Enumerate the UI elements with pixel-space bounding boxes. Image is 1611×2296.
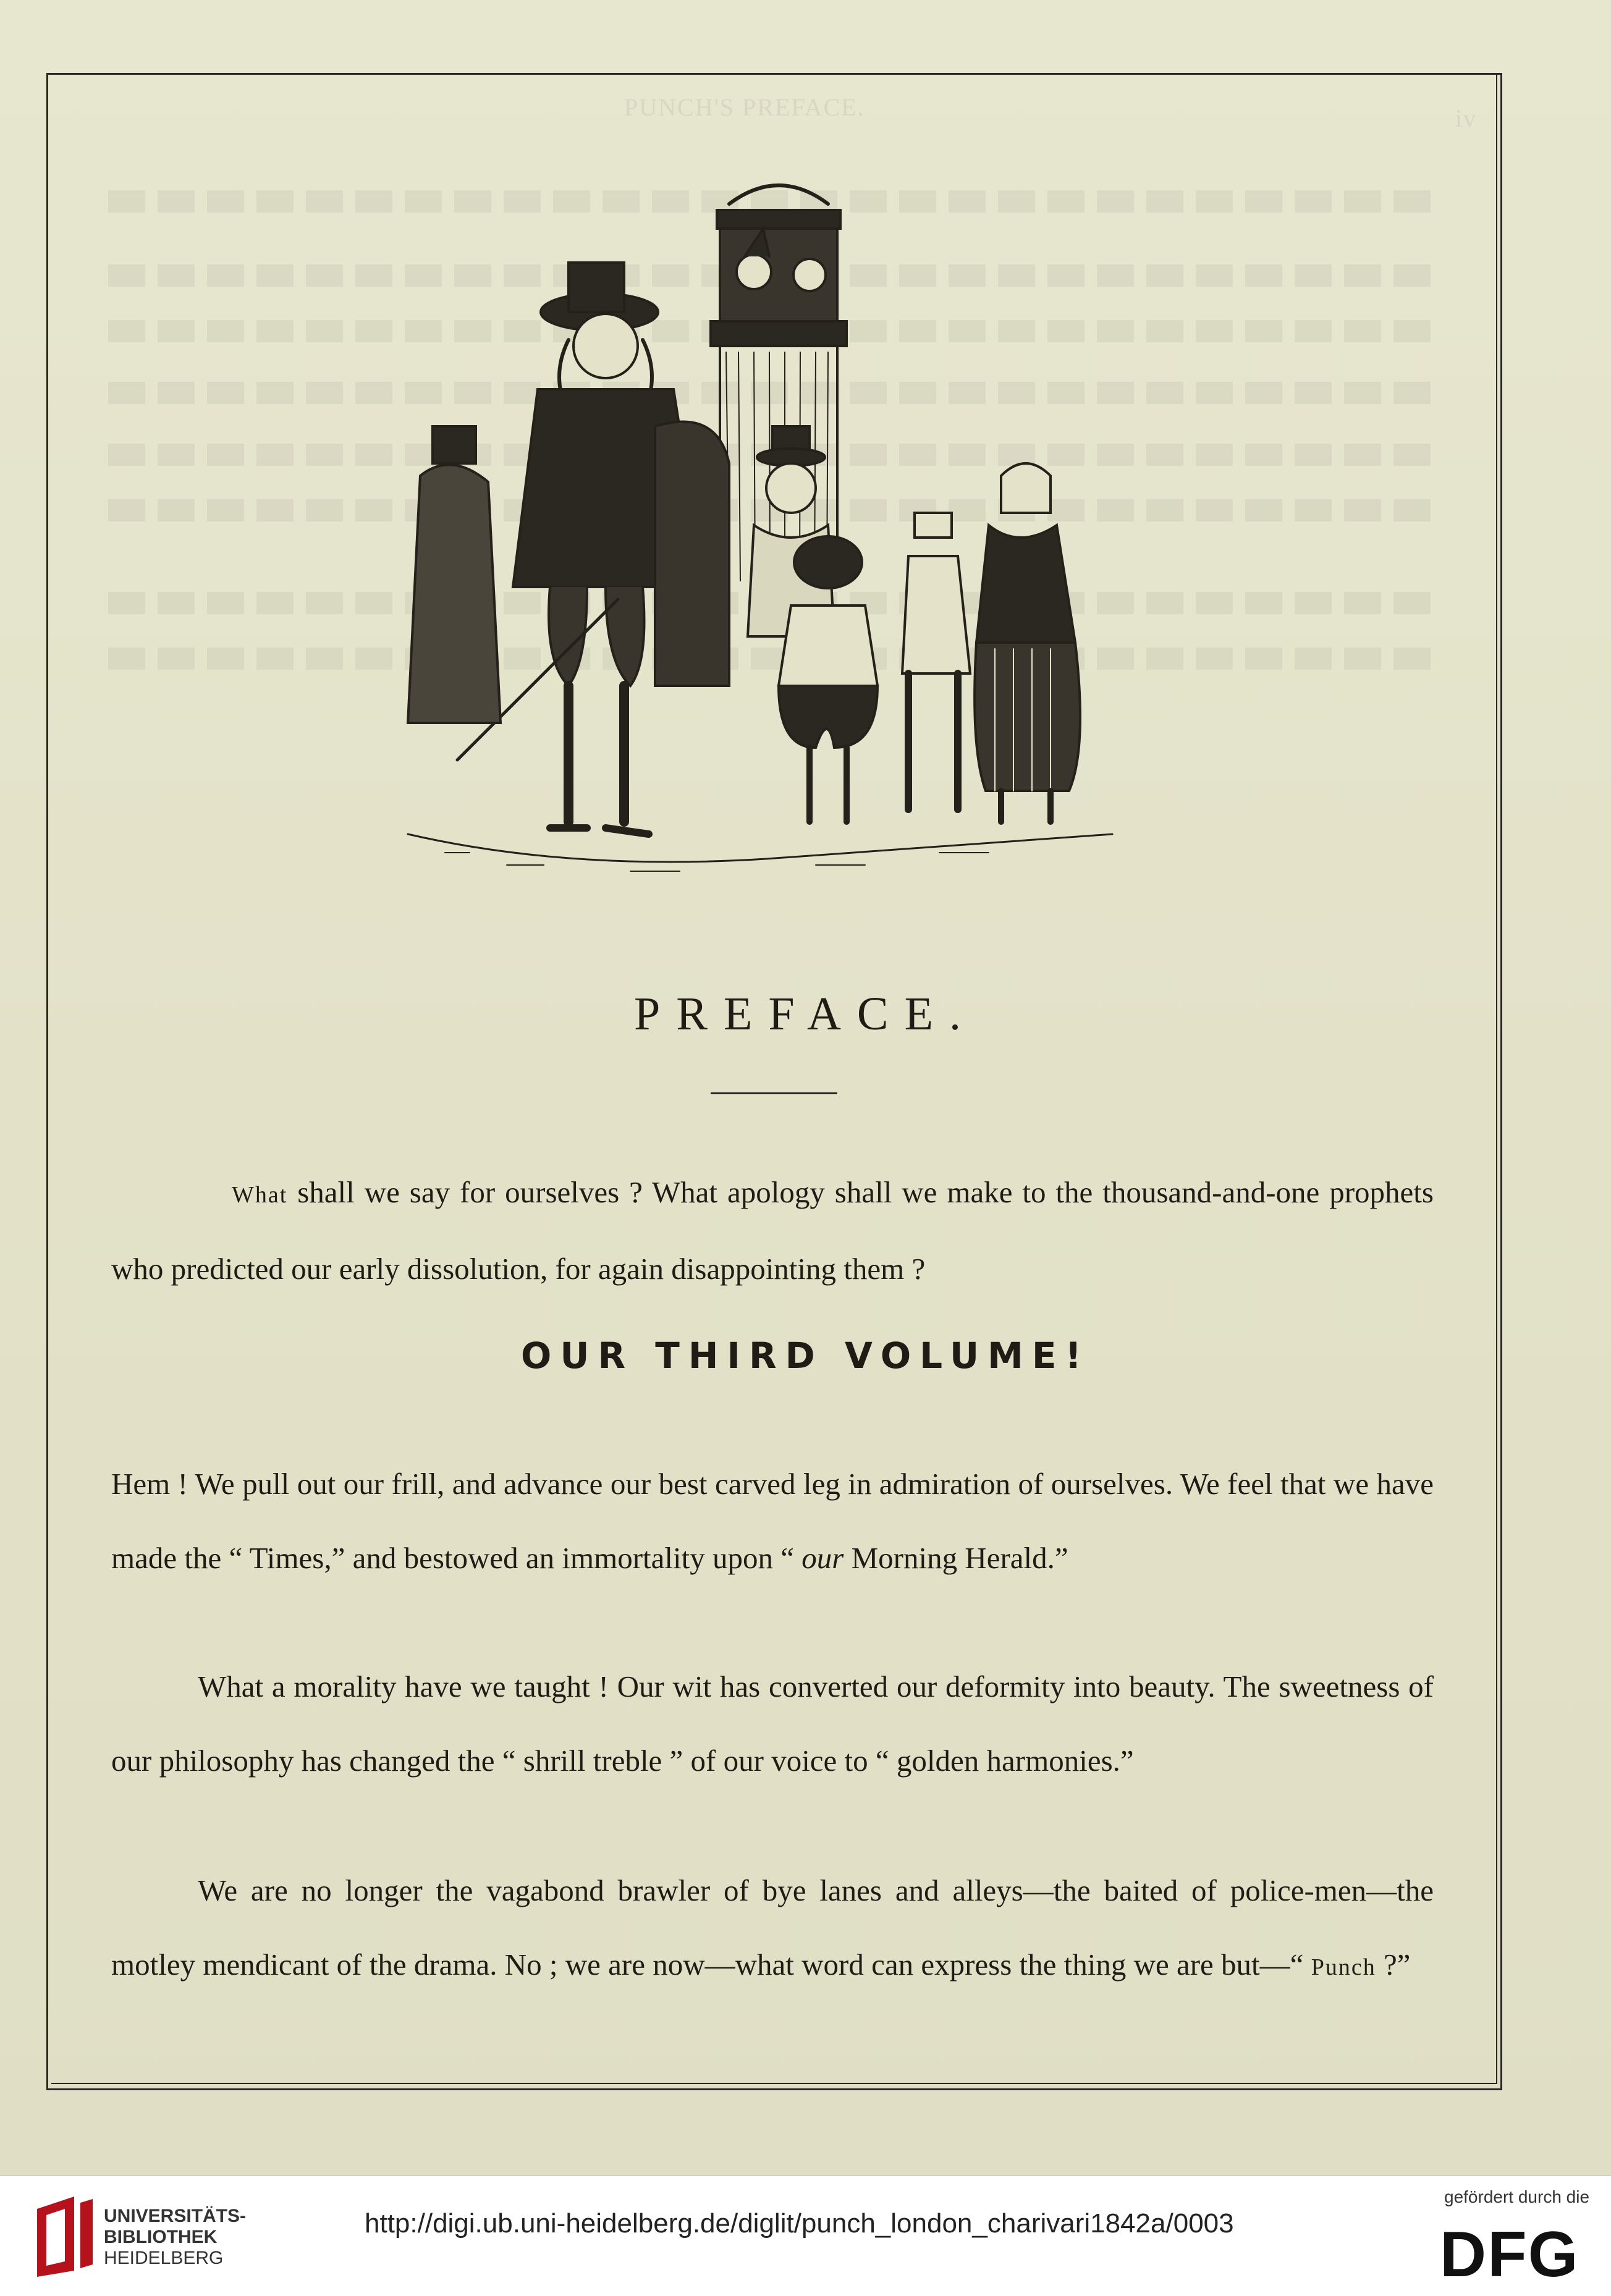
paragraph-1-lead: What [232, 1182, 288, 1208]
paragraph-1-text: shall we say for ourselves ? What apology shall we make to the thousand-and-one prophets who predicted our early dissolution, for again disappointing them ? [111, 1175, 1434, 1286]
permalink-url[interactable]: http://digi.ub.uni-heidelberg.de/diglit/punch_london_charivari1842a/0003 [365, 2208, 1234, 2239]
library-name-line-1: UNIVERSITÄTS- [104, 2206, 247, 2226]
library-name-line-3: HEIDELBERG [104, 2248, 224, 2268]
volume-heading: OUR THIRD VOLUME! [521, 1335, 1090, 1377]
paragraph-4-text-a: We are no longer the vagabond brawler of bye lanes and alleys—the baited of police-men—the motley mendicant of the drama. No ; we are now—what word can express the thing we are but—“ [111, 1873, 1434, 1982]
capped-boy-figure [902, 513, 970, 809]
paragraph-3: What a morality have we taught ! Our wit has converted our deformity into beauty. The sweetness of our philosophy has changed the “ shrill treble ” of our voice to “ golden harmonies.” [111, 1669, 1434, 1778]
bleedthrough-page-number: iv [1455, 104, 1478, 132]
paragraph-1 [111, 1155, 1434, 1306]
paragraph-2-text-a: Hem ! We pull out our frill, and advance our best carved leg in admiration of ourselves. We feel that we have made the “ Times,” and bestowed an immortality upon “ [111, 1467, 1434, 1575]
paragraph-4-punch: Punch [1311, 1954, 1376, 1980]
paragraph-2-italic: our [801, 1541, 844, 1575]
dfg-logo: DFG [1440, 2219, 1579, 2290]
paragraph-2 [111, 1447, 1434, 1595]
library-name-line-2: BIBLIOTHEK [104, 2227, 218, 2247]
punch-and-judy-crowd-illustration [383, 154, 1149, 914]
woman-figure [975, 463, 1080, 822]
page-title: PREFACE. [633, 988, 977, 1040]
title-rule [711, 1092, 837, 1094]
paragraph-4-text-b: ?” [1376, 1948, 1411, 1982]
library-name [104, 2206, 246, 2269]
paragraph-2-text-b: Morning Herald.” [844, 1541, 1068, 1575]
bleedthrough-running-head: PUNCH'S PREFACE. [624, 93, 865, 121]
paragraph-4 [111, 1854, 1434, 2004]
ub-heidelberg-logo-icon [31, 2190, 96, 2280]
sponsor-label: gefördert durch die [1444, 2187, 1590, 2206]
